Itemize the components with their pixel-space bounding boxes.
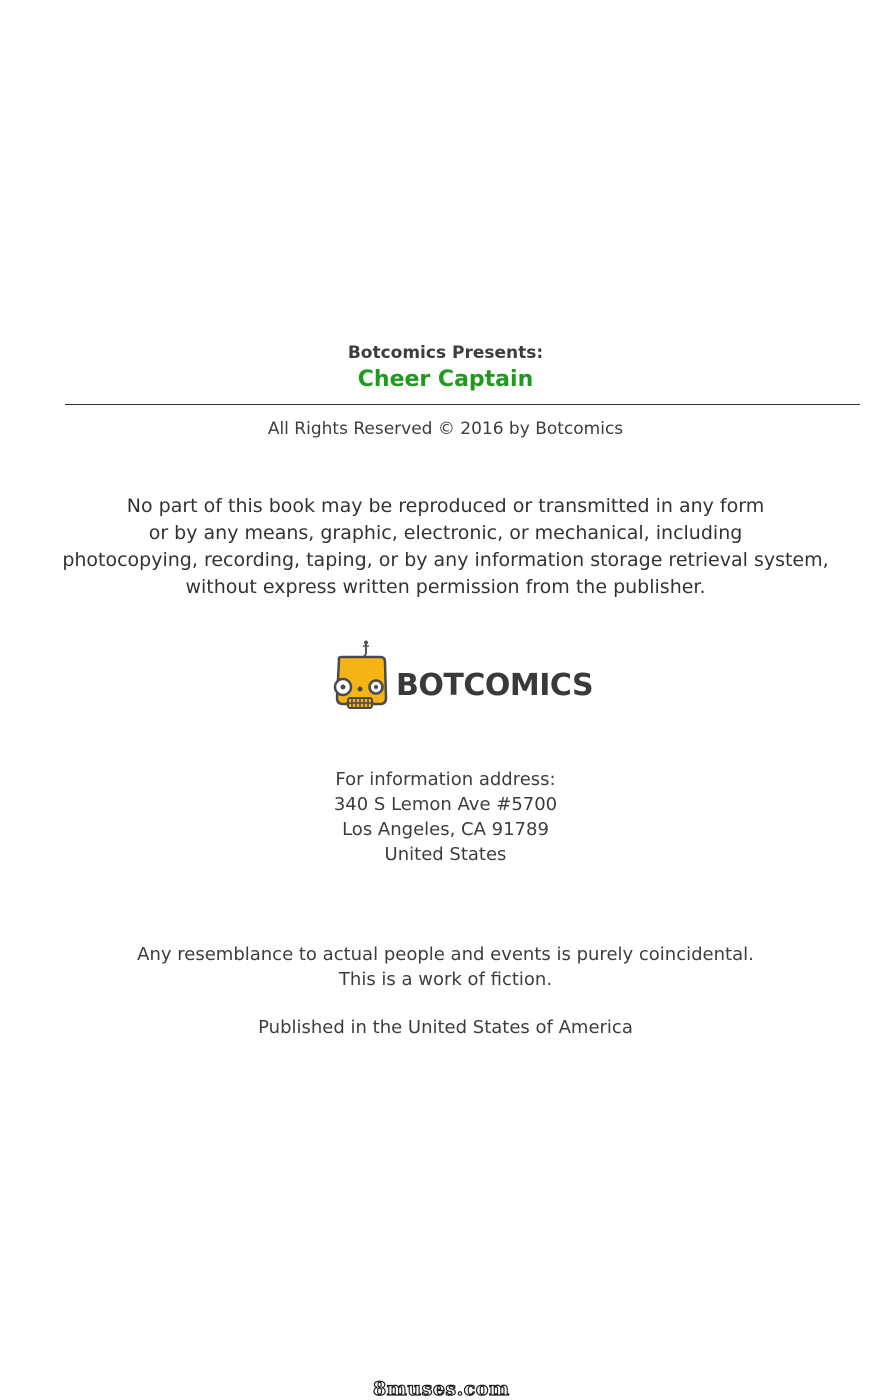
address-block (0, 767, 891, 867)
legal-line: No part of this book may be reproduced or transmitted in any form (126, 495, 765, 517)
address-heading: For information address: (335, 769, 556, 790)
fiction-disclaimer (0, 942, 891, 992)
book-title: Cheer Captain (357, 367, 534, 392)
site-watermark: 8muses.com (373, 1378, 510, 1400)
fiction-line: This is a work of fiction. (338, 969, 553, 990)
presents-line: Botcomics Presents: (347, 343, 544, 363)
robot-head-logo-icon (330, 640, 392, 716)
botcomics-logo (330, 640, 600, 716)
address-country: United States (384, 844, 507, 865)
published-notice: Published in the United States of America (258, 1017, 633, 1038)
address-city: Los Angeles, CA 91789 (342, 819, 549, 840)
fiction-line: Any resemblance to actual people and events is purely coincidental. (137, 944, 754, 965)
logo-wordmark: BOTCOMICS (396, 668, 594, 703)
legal-line: without express written permission from the publisher. (185, 576, 706, 598)
legal-notice (0, 493, 891, 601)
copyright-notice: All Rights Reserved © 2016 by Botcomics (267, 419, 624, 439)
legal-line: or by any means, graphic, electronic, or mechanical, including (148, 522, 743, 544)
address-street: 340 S Lemon Ave #5700 (333, 794, 558, 815)
divider-line (65, 404, 860, 405)
legal-line: photocopying, recording, taping, or by any information storage retrieval system, (62, 549, 829, 571)
